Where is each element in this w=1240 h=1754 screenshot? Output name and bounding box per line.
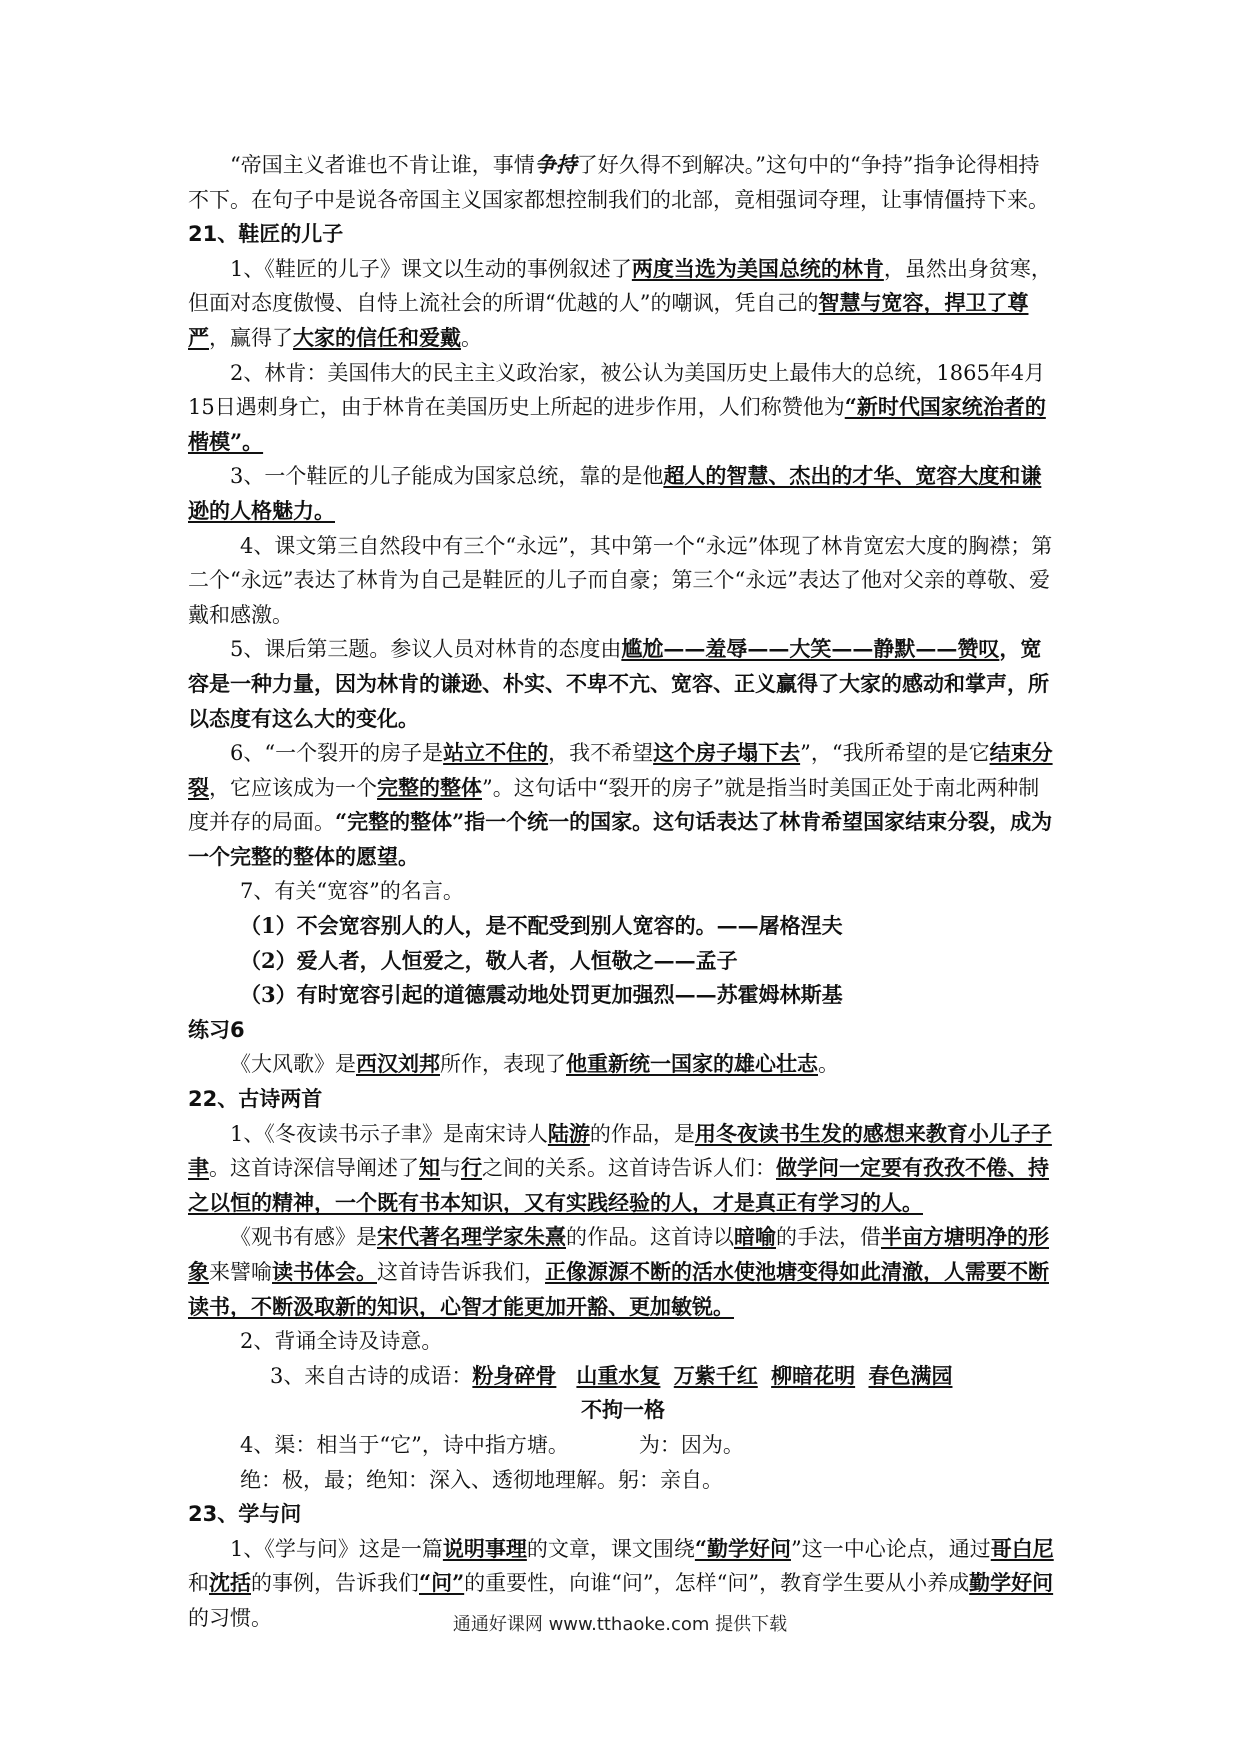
section-heading-21: 21、鞋匠的儿子 <box>188 222 344 247</box>
section-heading-23: 23、学与问 <box>188 1502 302 1527</box>
s21-item-5: 5、课后第三题。参议人员对林肯的态度由尴尬——羞辱——大笑——静默——赞叹，宽容是一种力量，因为林肯的谦逊、朴实、不卑不亢、宽容、正义赢得了大家的感动和掌声，所以态度有这么大的变化。 <box>188 636 1049 731</box>
s22-item-1: 1、《冬夜读书示子聿》是南宋诗人陆游的作品，是用冬夜读书生发的感想来教育小儿子子聿。这首诗深信导阐述了知与行之间的关系。这首诗告诉人们：做学问一定要有孜孜不倦、持之以恒的精神，一个既有书本知识，又有实践经验的人，才是真正有学习的人。 <box>188 1120 1052 1215</box>
idiom-last: 不拘一格 <box>581 1397 665 1423</box>
exercise-6-paragraph: 《大风歌》是西汉刘邦所作，表现了他重新统一国家的雄心壮志。 <box>230 1051 839 1077</box>
intro-paragraph: “帝国主义者谁也不肯让谁，事情争持了好久得不到解决。”这句中的“争持”指争论得相持不下。在句子中是说各帝国主义国家都想控制我们的北部，竟相强词夺理，让事情僵持下来。 <box>188 152 1049 212</box>
quote-1: （1）不会宽容别人的人，是不配受到别人宽容的。——屠格涅夫 <box>240 913 843 939</box>
s21-item-1: 1、《鞋匠的儿子》课文以生动的事例叙述了两度当选为美国总统的林肯，虽然出身贫寒，但面对态度傲慢、自恃上流社会的所谓“优越的人”的嘲讽，凭自己的智慧与宽容，捍卫了尊严，赢得了大家的信任和爱戴。 <box>188 255 1052 350</box>
s22-item-2: 2、背诵全诗及诗意。 <box>240 1329 443 1354</box>
quote-2: （2）爱人者，人恒爱之，敬人者，人恒敬之——孟子 <box>240 947 738 973</box>
s21-item-6: 6、“一个裂开的房子是站立不住的，我不希望这个房子塌下去”，“我所希望的是它结束分裂，它应该成为一个完整的整体”。这句话中“裂开的房子”就是指当时美国正处于南北两种制度并存的局面。“完整的整体”指一个统一的国家。这句话表达了林肯希望国家结束分裂，成为一个完整的整体的愿望。 <box>188 740 1053 869</box>
section-heading-exercise-6: 练习6 <box>188 1017 245 1042</box>
s22-item-4: 4、渠：相当于“它”，诗中指方塘。 为：因为。 <box>240 1432 744 1457</box>
s22-item-5: 绝：极，最；绝知：深入、透彻地理解。躬：亲自。 <box>240 1467 723 1492</box>
quote-3: （3）有时宽容引起的道德震动地处罚更加强烈——苏霍姆林斯基 <box>240 982 843 1008</box>
s21-item-3: 3、一个鞋匠的儿子能成为国家总统，靠的是他超人的智慧、杰出的才华、宽容大度和谦逊的人格魅力。 <box>188 463 1042 523</box>
s22-item-1b: 《观书有感》是宋代著名理学家朱熹的作品。这首诗以暗喻的手法，借半亩方塘明净的形象来譬喻读书体会。这首诗告诉我们，正像源源不断的活水使池塘变得如此清澈，人需要不断读书，不断汲取新的知识，心智才能更加开豁、更加敏锐。 <box>188 1224 1049 1319</box>
s23-item-1: 1、《学与问》这是一篇说明事理的文章，课文围绕“勤学好问”这一中心论点，通过哥白尼和沈括的事例，告诉我们“问”的重要性，向谁“问”，怎样“问”，教育学生要从小养成勤学好问的习惯。 <box>188 1535 1054 1630</box>
section-heading-22: 22、古诗两首 <box>188 1087 323 1112</box>
page-footer: 通通好课网 www.tthaoke.com 提供下载 <box>452 1614 788 1635</box>
s21-item-2: 2、林肯：美国伟大的民主主义政治家，被公认为美国历史上最伟大的总统，1865年4月15日遇刺身亡，由于林肯在美国历史上所起的进步作用，人们称赞他为“新时代国家统治者的楷模”。 <box>188 360 1046 454</box>
s21-item-7: 7、有关“宽容”的名言。 <box>240 879 464 904</box>
document-body <box>188 148 1058 1636</box>
s21-item-4: 4、课文第三自然段中有三个“永远”，其中第一个“永远”体现了林肯宽宏大度的胸襟；第二个“永远”表达了林肯为自己是鞋匠的儿子而自豪；第三个“永远”表达了他对父亲的尊敬、爱戴和感激。 <box>188 533 1053 627</box>
s22-item-3: 3、来自古诗的成语：粉身碎骨 山重水复 万紫千红 柳暗花明 春色满园 <box>270 1362 953 1388</box>
